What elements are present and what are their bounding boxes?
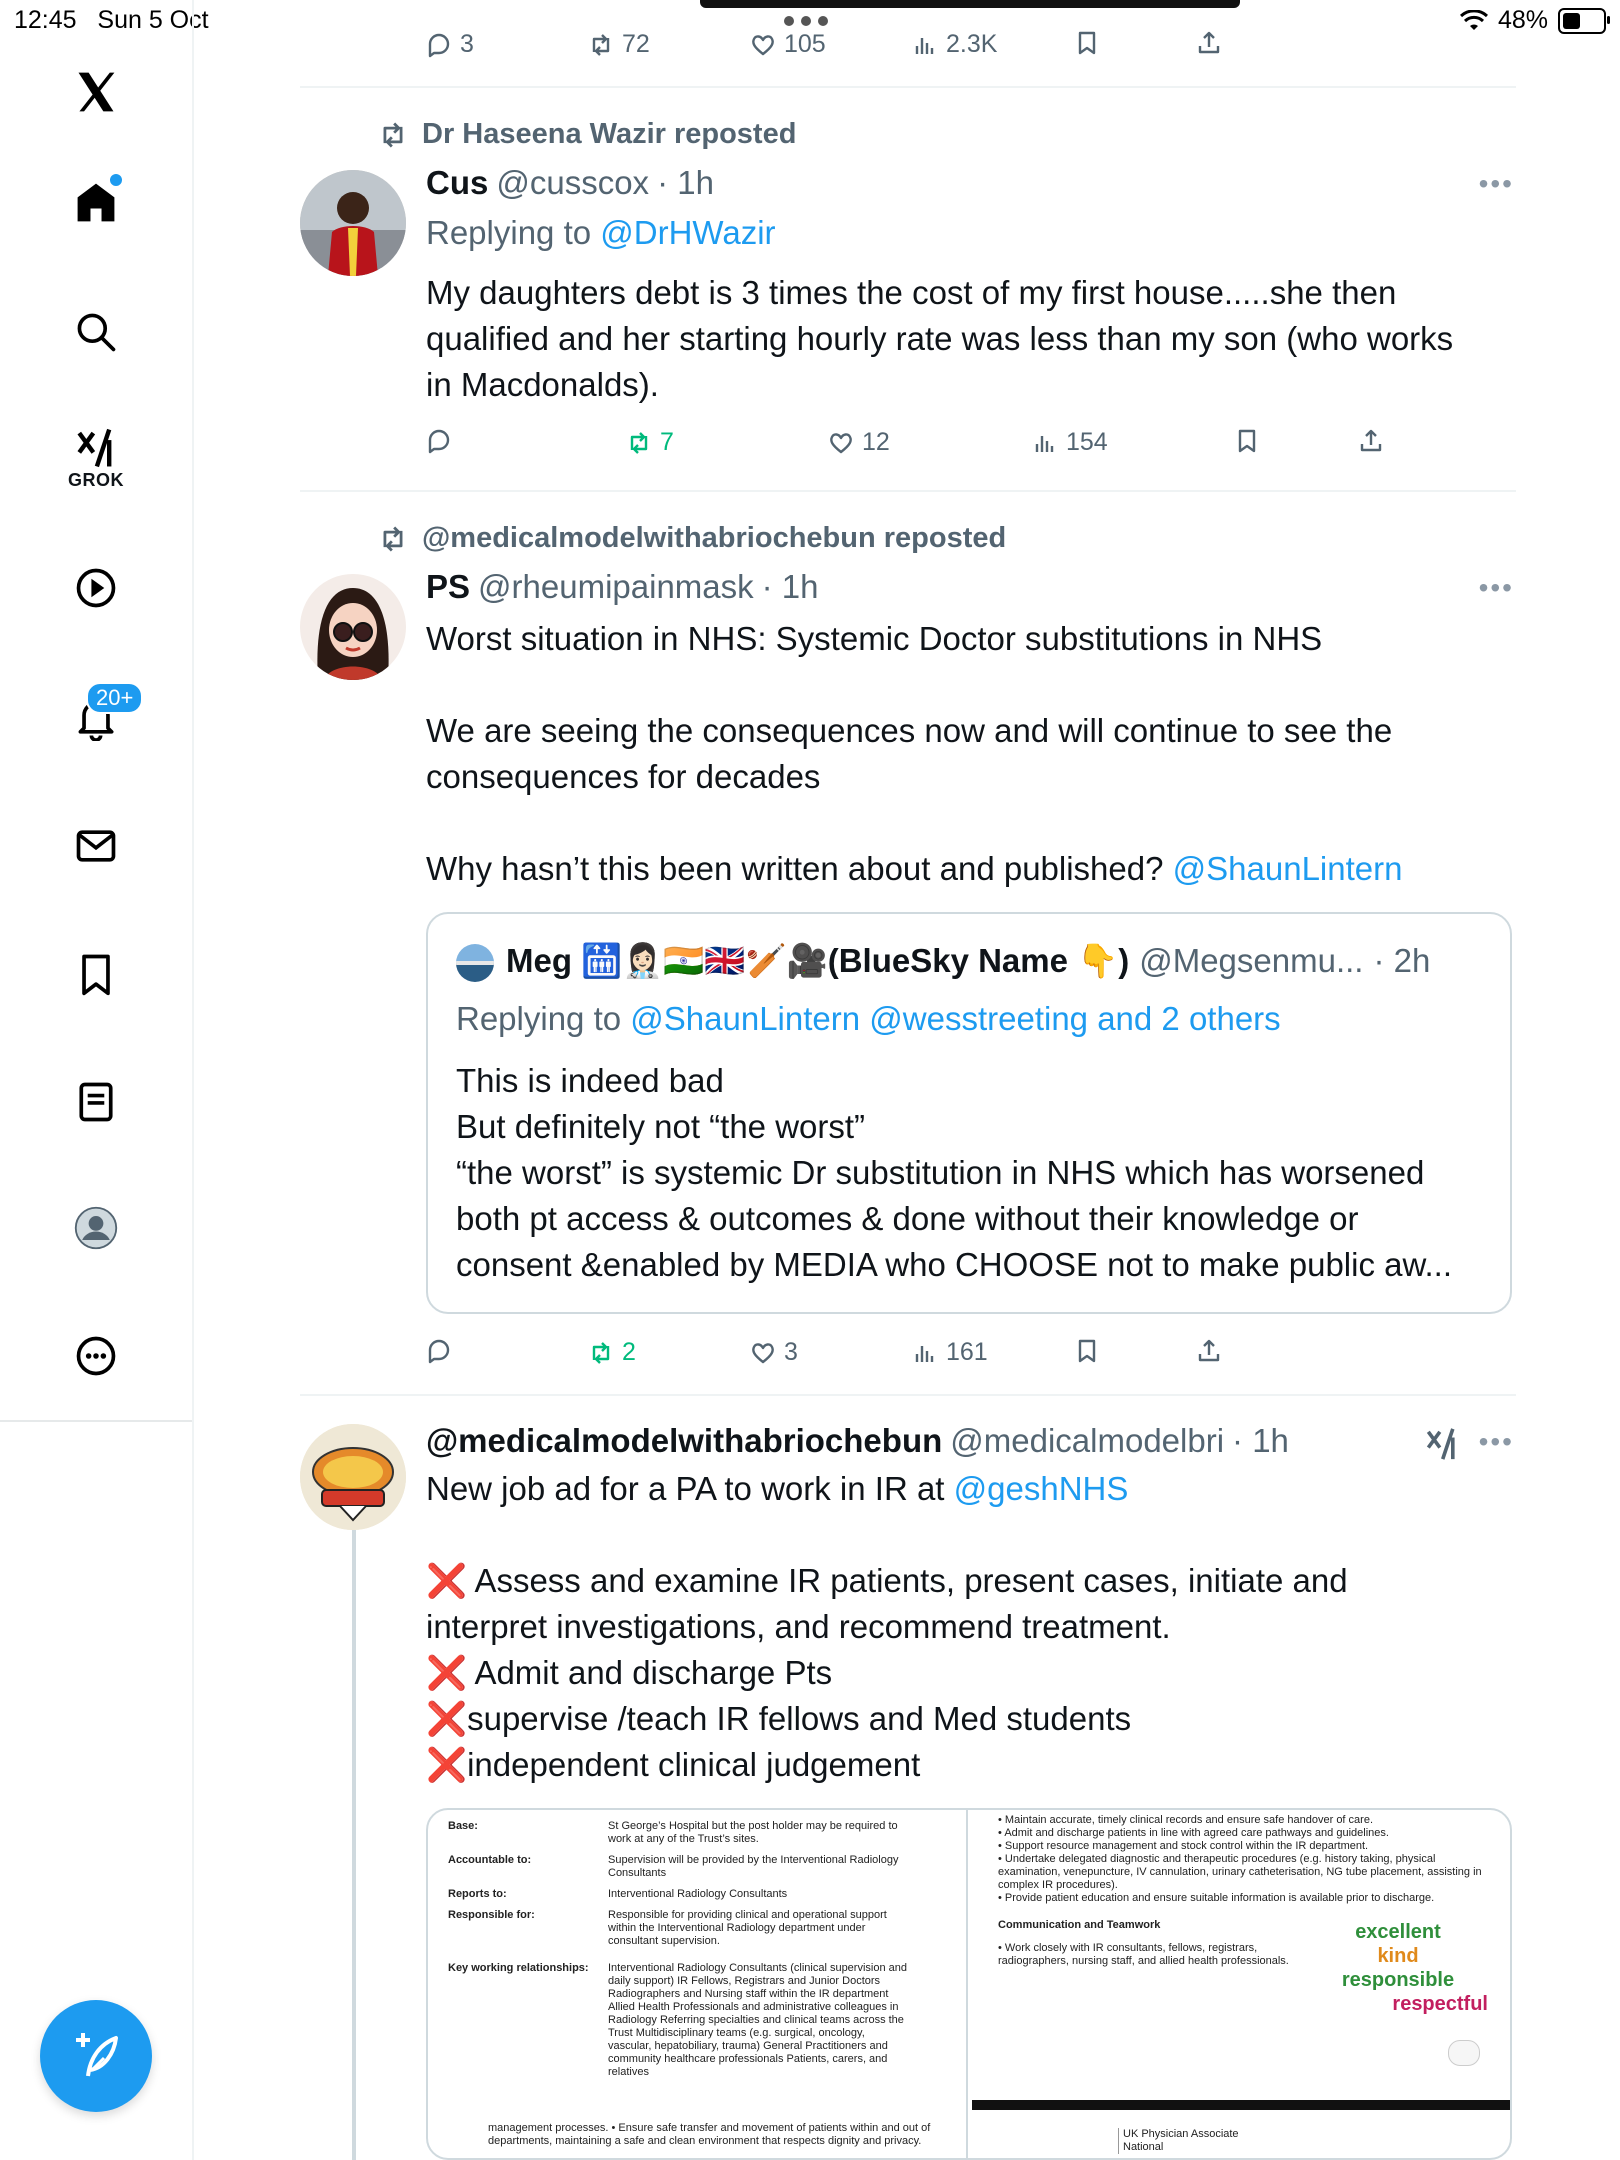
profile-avatar-icon[interactable] [66,1198,126,1258]
notifications-bell-icon[interactable] [66,685,134,748]
author-name[interactable]: PS [426,568,471,605]
battery-icon [1558,8,1606,34]
media-image-left[interactable] [428,1810,964,2160]
thread-connector-line [352,1530,356,2160]
heart-icon [828,430,854,456]
post-time[interactable]: · 1h [761,568,819,605]
author-name[interactable]: Cus [426,164,489,201]
bookmark-action[interactable] [1074,30,1100,56]
more-options-icon[interactable]: ••• [1478,1426,1514,1457]
author-line [426,164,714,202]
lists-icon[interactable] [66,1072,126,1132]
views-action[interactable] [1032,428,1108,457]
repost-icon [626,430,652,456]
cross-mark-icon: ❌ [426,1746,468,1783]
tweet-text: New job ad for a PA to work in IR at @geshNHS ❌ Assess and examine IR patients, present cases, initiate and interpret investigations, and recommend treatment. ❌ Admit and discharge Pts ❌supervise /teach IR fellows and Med students ❌independent clinical judgement [426,1470,1348,1783]
reply-icon [426,428,452,454]
page-footer-bar [972,2100,1512,2110]
author-name[interactable]: @medicalmodelwithabriochebun [426,1422,943,1459]
author-handle[interactable]: @cusscox [496,164,650,201]
like-count: 105 [784,30,826,58]
home-notification-dot [108,172,124,188]
share-action[interactable] [1358,428,1384,454]
more-options-icon[interactable]: ••• [1478,168,1514,199]
share-icon [1196,30,1222,56]
sidebar [0,0,194,2160]
views-chart-icon [912,32,938,58]
author-handle[interactable]: @medicalmodelbri [950,1422,1225,1459]
more-options-icon[interactable]: ••• [1478,572,1514,603]
quote-avatar [456,944,494,982]
heart-icon [750,1340,776,1366]
reply-count: 3 [460,30,474,58]
reply-icon [426,32,452,58]
top-media-edge [700,0,1240,8]
messages-envelope-icon[interactable] [66,816,126,876]
repost-by-label: @medicalmodelwithabriochebun reposted [422,522,1007,554]
bookmark-icon [1234,428,1260,454]
repost-icon [588,32,614,58]
replying-to: Replying to @DrHWazir [426,214,776,251]
views-count: 161 [946,1338,988,1366]
views-count: 2.3K [946,30,998,58]
views-action[interactable] [912,1338,988,1367]
repost-attribution[interactable] [378,118,796,151]
repost-action[interactable] [588,1338,636,1367]
like-count: 12 [862,428,890,456]
trust-values-graphic: excellent kind responsible respectful [1341,1921,1488,2015]
quote-author-handle: @Megsenmu... [1139,942,1364,979]
avatar[interactable] [300,170,406,276]
tweet-divider [300,490,1516,492]
mention-link[interactable]: @geshNHS [953,1470,1129,1507]
reply-action[interactable] [426,30,474,59]
quote-tweet-card[interactable] [426,912,1512,1314]
like-action[interactable] [750,30,826,59]
avatar[interactable] [300,1424,406,1530]
quote-author-name: Meg 🛗👩🏻‍⚕️🇮🇳🇬🇧🏏🎥(BlueSky Name 👇) [506,942,1130,979]
quote-replying-to: Replying to @ShaunLintern @wesstreeting and 2 others [456,1000,1281,1037]
repost-count: 72 [622,30,650,58]
repost-count: 2 [622,1338,636,1366]
bookmark-icon [1074,30,1100,56]
repost-attribution[interactable] [378,522,1006,555]
post-time[interactable]: · 1h [1232,1422,1289,1459]
status-bar-right [1460,6,1606,35]
avatar[interactable] [300,574,406,680]
reply-to-link[interactable]: @DrHWazir [600,214,776,251]
views-action[interactable] [912,30,997,59]
notifications-badge: 20+ [86,682,143,714]
cross-mark-icon: ❌ [426,1654,468,1691]
battery-percent: 48% [1497,6,1548,34]
doc-footer-label: UK Physician Associate National [1118,2128,1243,2154]
like-count: 3 [784,1338,798,1366]
share-icon [1196,1338,1222,1364]
post-media-images[interactable] [426,1808,1512,2160]
post-time[interactable]: · 1h [657,164,714,201]
cross-mark-icon: ❌ [426,1700,468,1737]
job-description-footer: management processes. • Ensure safe transfer and movement of patients within and out of departments, maintaining a safe and clean environment that respects dignity and privacy. [488,2122,931,2147]
reply-icon [426,1338,452,1364]
job-description-right: • Maintain accurate, timely clinical records and ensure safe handover of care. • Admit and discharge patients in line with agreed care pathways and guidelines. • Support resource management and stock control within the IR department. • Undertake delegated diagnostic and therapeutic procedures (e.g. history taking, physical examination, venepuncture, IV cannulation, urinary catheterisation, NG tube placement, assisting in complex IR procedures). • Provide patient education and ensure suitable information is available prior to discharge. Communication and Teamwork • Work closely with IR consultants, fellows, registrars, radiographers, nursing staff, and allied health professionals. [998,1814,1482,1967]
repost-icon [588,1340,614,1366]
quote-text: This is indeed bad But definitely not “the worst” “the worst” is systemic Dr substitution in NHS which has worsened both pt access & outcomes & done without their knowledge or consent &enabled by MEDIA who CHOOSE not to make public aw... [456,1062,1453,1283]
reply-action[interactable] [426,1338,452,1364]
grok-icon[interactable] [1424,1426,1460,1467]
media-image-right[interactable] [968,1810,1512,2160]
views-count: 154 [1066,428,1108,456]
quote-post-time: · 2h [1373,942,1431,979]
x-logo-icon[interactable] [66,62,126,122]
reply-action[interactable] [426,428,452,454]
author-line [426,568,819,606]
share-action[interactable] [1196,30,1222,56]
compose-feather-icon [68,2028,124,2084]
tweet-divider [300,86,1516,88]
author-line [426,1422,1289,1460]
repost-count: 7 [660,428,674,456]
views-chart-icon [1032,430,1058,456]
sidebar-separator [0,1420,192,1422]
bookmarks-icon[interactable] [66,944,126,1004]
repost-icon [378,524,408,554]
status-bar-time: 12:45 Sun 5 Oct [14,6,209,34]
grok-icon[interactable] [66,418,126,498]
tweet-text: My daughters debt is 3 times the cost of my first house.....she then qualified and her starting hourly rate was less than my son (who works in Macdonalds). [426,274,1454,403]
share-icon [1358,428,1384,454]
repost-action[interactable] [588,30,650,59]
views-chart-icon [912,1340,938,1366]
video-play-icon[interactable] [66,558,126,618]
compose-post-button[interactable] [40,2000,152,2112]
bookmark-action[interactable] [1234,428,1260,454]
author-handle[interactable]: @rheumipainmask [478,568,754,605]
more-options-icon[interactable] [66,1326,126,1386]
like-action[interactable] [750,1338,798,1367]
mention-link[interactable]: @ShaunLintern [1172,850,1403,887]
grok-label: GROK [68,469,124,490]
home-icon[interactable] [66,172,126,232]
repost-by-label: Dr Haseena Wazir reposted [422,118,797,150]
heart-icon [750,32,776,58]
nhs-logo-icon [1448,2040,1480,2066]
wifi-icon [1460,10,1488,32]
repost-icon [378,120,408,150]
share-action[interactable] [1196,1338,1222,1364]
bookmark-icon [1074,1338,1100,1364]
repost-action[interactable] [626,428,674,457]
job-description-left: Base: St George’s Hospital but the post holder may be required to work at any of the Trust’s sites. Accountable to: Supervision will be provided by the Interventional Radiology Consultants Reports to: Interventional Radiology Consultants Responsible for: Responsible for providing clinical and operational support within the Interventional Radiology department under consultant supervision. Key working relationships: Interventional Radiology Consultants (clinical supervision and daily support) IR Fellows, Registrars and Junior Doctors Radiographers and Nursing staff within the IR department Allied Health Professionals and administrative colleagues in Radiology Referring specialties and clinical teams across the Trust Multidisciplinary teams (e.g. surgical, oncology, vascular, hepatobiliary, trauma) General Practitioners and community healthcare professionals Patients, carers, and relatives [448,1820,907,2078]
like-action[interactable] [828,428,890,457]
cross-mark-icon: ❌ [426,1562,468,1599]
tweet-divider [300,1394,1516,1396]
tweet-text: Worst situation in NHS: Systemic Doctor substitutions in NHS We are seeing the consequences now and will continue to see the consequences for decades Why hasn’t this been written about and published? @ShaunLintern [426,620,1403,887]
bookmark-action[interactable] [1074,1338,1100,1364]
quote-author-line [506,942,1430,981]
search-icon[interactable] [66,302,126,362]
